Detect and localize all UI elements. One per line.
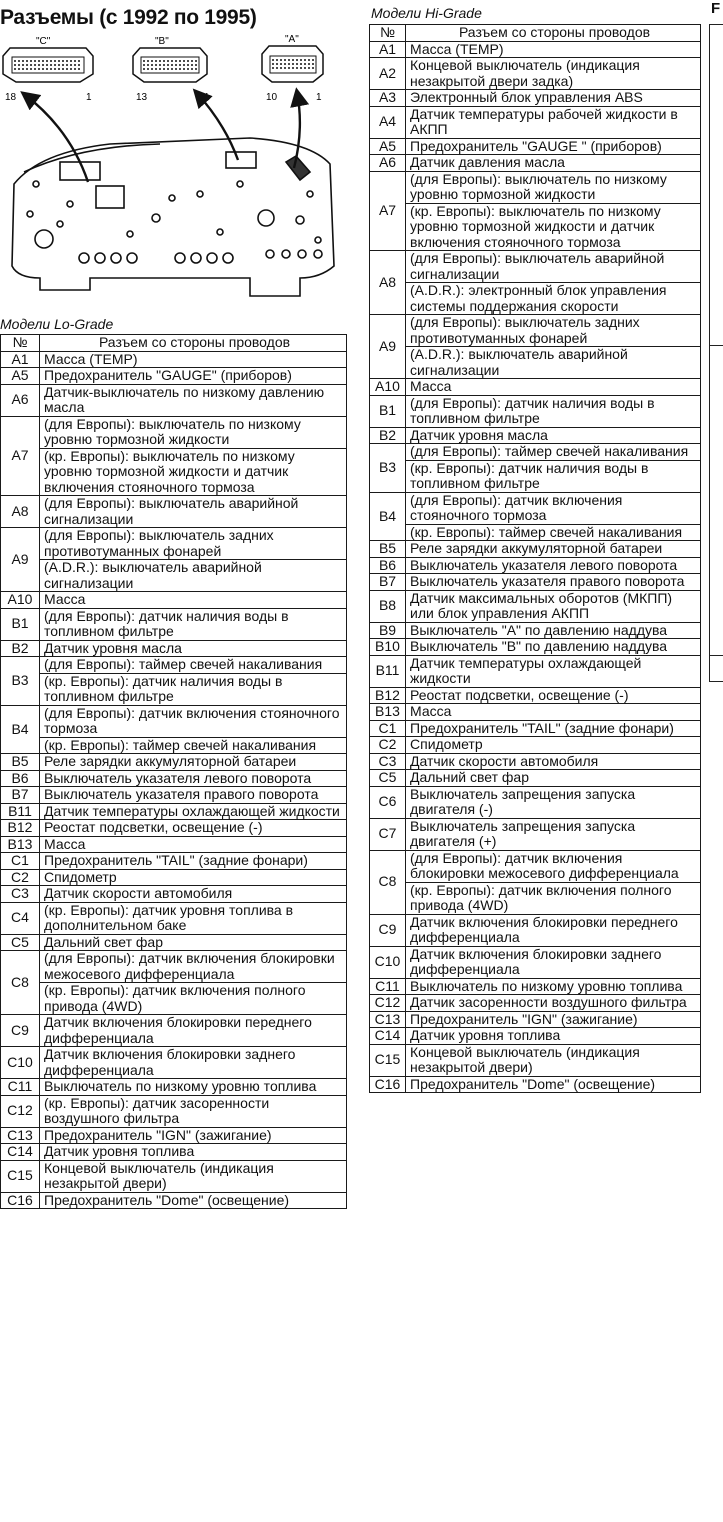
table-row	[370, 704, 701, 721]
pin-number: C9	[1, 1015, 40, 1047]
pin-description: Спидометр	[40, 869, 347, 886]
table-row	[370, 882, 701, 914]
cut-off-table-edge	[709, 24, 723, 682]
pin-number: C7	[370, 818, 406, 850]
table-row	[1, 770, 347, 787]
pin-description: Выключатель указателя левого поворота	[40, 770, 347, 787]
pin-description: (для Европы): датчик включения стояночного тормоза	[406, 492, 701, 524]
table-row	[1, 737, 347, 754]
pin-number: B12	[370, 687, 406, 704]
pin-description: Выключатель указателя правого поворота	[40, 787, 347, 804]
pin-description: Предохранитель "Dome" (освещение)	[406, 1076, 701, 1093]
pin-number: B13	[1, 836, 40, 853]
pin-number: A7	[370, 171, 406, 251]
table-row	[1, 1015, 347, 1047]
table-row	[370, 914, 701, 946]
pin-description: (кр. Европы): датчик наличия воды в топливном фильтре	[406, 460, 701, 492]
pin-description: Реостат подсветки, освещение (-)	[40, 820, 347, 837]
table-row	[1, 951, 347, 983]
pin-number: C13	[1, 1127, 40, 1144]
connector-a-pin-left: 10	[266, 92, 278, 103]
pin-number: A3	[370, 90, 406, 107]
table-row	[370, 492, 701, 524]
pin-description: Выключатель указателя правого поворота	[406, 574, 701, 591]
column-header-number: №	[1, 335, 40, 352]
pin-description: Датчик давления масла	[406, 155, 701, 172]
pin-number: C16	[370, 1076, 406, 1093]
pin-number: C2	[370, 737, 406, 754]
table-row	[1, 934, 347, 951]
pin-number: C1	[1, 853, 40, 870]
pin-description: (кр. Европы): датчик включения полного привода (4WD)	[406, 882, 701, 914]
table-row	[1, 1192, 347, 1209]
pin-description: Датчик включения блокировки заднего дифференциала	[40, 1047, 347, 1079]
pin-description: Датчик максимальных оборотов (МКПП) или блок управления АКПП	[406, 590, 701, 622]
pin-number: C9	[370, 914, 406, 946]
pin-number: C1	[370, 720, 406, 737]
pin-description: (для Европы): выключатель аварийной сигнализации	[406, 251, 701, 283]
pin-number: A1	[1, 351, 40, 368]
cluster-outline	[12, 138, 334, 296]
pin-description: Дальний свет фар	[406, 770, 701, 787]
pin-number: A5	[1, 368, 40, 385]
table-header-row	[370, 25, 701, 42]
pin-description: Датчик включения блокировки переднего дифференциала	[406, 914, 701, 946]
pin-number: C8	[370, 850, 406, 914]
table-row	[370, 283, 701, 315]
pin-description: (A.D.R.): выключатель аварийной сигнализации	[40, 560, 347, 592]
pin-number: C15	[1, 1160, 40, 1192]
pin-description: Датчик уровня масла	[406, 427, 701, 444]
pin-number: A9	[1, 528, 40, 592]
pin-description: Выключатель запрещения запуска двигателя (-)	[406, 786, 701, 818]
table-row	[1, 836, 347, 853]
lo-grade-label: Модели Lo-Grade	[0, 316, 114, 332]
pin-description: Концевой выключатель (индикация незакрытой двери задка)	[406, 58, 701, 90]
pin-number: A5	[370, 138, 406, 155]
table-row	[370, 155, 701, 172]
pin-number: A8	[370, 251, 406, 315]
pin-number: C13	[370, 1011, 406, 1028]
table-row	[370, 946, 701, 978]
pin-description: Выключатель запрещения запуска двигателя (+)	[406, 818, 701, 850]
table-row	[370, 786, 701, 818]
table-row	[370, 818, 701, 850]
pin-number: B5	[370, 541, 406, 558]
pin-number: B7	[1, 787, 40, 804]
pin-description: (A.D.R.): электронный блок управления системы поддержания скорости	[406, 283, 701, 315]
table-row	[370, 427, 701, 444]
pin-number: C11	[1, 1079, 40, 1096]
pin-description: Выключатель "A" по давлению наддува	[406, 622, 701, 639]
pin-description: Датчик включения блокировки заднего дифференциала	[406, 946, 701, 978]
pin-number: A7	[1, 416, 40, 496]
pin-description: Предохранитель "TAIL" (задние фонари)	[40, 853, 347, 870]
pin-number: B11	[1, 803, 40, 820]
pin-number: B10	[370, 639, 406, 656]
pin-number: C16	[1, 1192, 40, 1209]
connector-b-pin-left: 13	[136, 92, 148, 103]
table-row	[370, 524, 701, 541]
table-row	[370, 315, 701, 347]
table-row	[1, 1144, 347, 1161]
table-row	[1, 1127, 347, 1144]
pin-description: Выключатель "B" по давлению наддува	[406, 639, 701, 656]
table-row	[370, 444, 701, 461]
pin-number: B4	[370, 492, 406, 541]
pin-description: Датчик засоренности воздушного фильтра	[406, 995, 701, 1012]
pin-description: Выключатель указателя левого поворота	[406, 557, 701, 574]
pin-number: A4	[370, 106, 406, 138]
pin-number: B2	[370, 427, 406, 444]
table-row	[1, 657, 347, 674]
pin-description: (для Европы): таймер свечей накаливания	[40, 657, 347, 674]
table-row	[370, 687, 701, 704]
pin-description: (для Европы): выключатель задних противотуманных фонарей	[40, 528, 347, 560]
pin-description: Выключатель по низкому уровню топлива	[40, 1079, 347, 1096]
pin-number: C5	[1, 934, 40, 951]
pin-description: Реостат подсветки, освещение (-)	[406, 687, 701, 704]
pin-description: Масса	[406, 379, 701, 396]
hi-grade-label: Модели Hi-Grade	[371, 5, 482, 21]
pin-description: (кр. Европы): датчик засоренности воздушного фильтра	[40, 1095, 347, 1127]
pin-description: Предохранитель "Dome" (освещение)	[40, 1192, 347, 1209]
connector-arrows	[24, 92, 300, 182]
table-row	[370, 737, 701, 754]
table-row	[1, 384, 347, 416]
pin-description: Датчик уровня топлива	[406, 1028, 701, 1045]
table-row	[370, 203, 701, 251]
table-row	[370, 41, 701, 58]
pin-description: Масса	[406, 704, 701, 721]
pin-number: A10	[370, 379, 406, 396]
pin-description: Предохранитель "GAUGE " (приборов)	[406, 138, 701, 155]
table-row	[1, 853, 347, 870]
table-row	[1, 351, 347, 368]
pin-number: A10	[1, 592, 40, 609]
table-row	[1, 592, 347, 609]
pin-description: Предохранитель "IGN" (зажигание)	[40, 1127, 347, 1144]
table-row	[370, 753, 701, 770]
pin-number: B8	[370, 590, 406, 622]
lo-grade-table	[0, 334, 347, 1209]
table-row	[370, 574, 701, 591]
pin-description: (для Европы): таймер свечей накаливания	[406, 444, 701, 461]
pin-description: Масса	[40, 836, 347, 853]
pin-description: Предохранитель "TAIL" (задние фонари)	[406, 720, 701, 737]
pin-description: Датчик уровня топлива	[40, 1144, 347, 1161]
pin-number: B2	[1, 640, 40, 657]
pin-description: (кр. Европы): датчик наличия воды в топливном фильтре	[40, 673, 347, 705]
table-row	[370, 720, 701, 737]
pin-description: (кр. Европы): выключатель по низкому уровню тормозной жидкости и датчик включения стояночного тормоза	[40, 448, 347, 496]
connector-a-pin-right: 1	[316, 92, 322, 103]
table-row	[1, 368, 347, 385]
pin-number: B3	[1, 657, 40, 706]
pin-number: B6	[370, 557, 406, 574]
pin-description: (для Европы): выключатель по низкому уровню тормозной жидкости	[40, 416, 347, 448]
pin-description: Датчик скорости автомобиля	[40, 886, 347, 903]
connector-b-pin-right: 1	[204, 92, 210, 103]
cut-off-letter: F	[711, 0, 721, 17]
pin-number: C10	[370, 946, 406, 978]
pin-description: Электронный блок управления ABS	[406, 90, 701, 107]
table-row	[370, 379, 701, 396]
pin-description: Масса (TEMP)	[40, 351, 347, 368]
pin-number: C10	[1, 1047, 40, 1079]
pin-description: (кр. Европы): таймер свечей накаливания	[406, 524, 701, 541]
table-row	[370, 1028, 701, 1045]
table-row	[1, 886, 347, 903]
table-row	[1, 820, 347, 837]
table-row	[370, 639, 701, 656]
pin-description: Концевой выключатель (индикация незакрытой двери)	[406, 1044, 701, 1076]
pin-number: B5	[1, 754, 40, 771]
table-row	[1, 448, 347, 496]
pin-description: (для Европы): выключатель аварийной сигнализации	[40, 496, 347, 528]
pin-number: B12	[1, 820, 40, 837]
column-header-number: №	[370, 25, 406, 42]
pin-number: C4	[1, 902, 40, 934]
table-row	[370, 395, 701, 427]
pin-number: B9	[370, 622, 406, 639]
pin-description: (кр. Европы): датчик уровня топлива в дополнительном баке	[40, 902, 347, 934]
pin-number: B13	[370, 704, 406, 721]
table-row	[370, 541, 701, 558]
pin-description: Реле зарядки аккумуляторной батареи	[406, 541, 701, 558]
pin-number: C15	[370, 1044, 406, 1076]
table-row	[370, 90, 701, 107]
table-row	[1, 983, 347, 1015]
table-row	[1, 754, 347, 771]
table-row	[1, 1047, 347, 1079]
pin-description: Концевой выключатель (индикация незакрытой двери)	[40, 1160, 347, 1192]
pin-description: Дальний свет фар	[40, 934, 347, 951]
table-row	[370, 622, 701, 639]
pin-description: (кр. Европы): датчик включения полного привода (4WD)	[40, 983, 347, 1015]
table-row	[370, 770, 701, 787]
pin-description: (для Европы): датчик наличия воды в топливном фильтре	[406, 395, 701, 427]
table-row	[370, 557, 701, 574]
connector-c	[3, 36, 93, 103]
table-row	[370, 138, 701, 155]
connector-a	[262, 34, 323, 103]
table-row	[370, 1076, 701, 1093]
table-row	[1, 787, 347, 804]
table-row	[370, 460, 701, 492]
pin-description: (для Европы): датчик включения блокировки межосевого дифференциала	[40, 951, 347, 983]
pin-number: C3	[1, 886, 40, 903]
pin-number: C12	[370, 995, 406, 1012]
pin-description: Датчик-выключатель по низкому давлению масла	[40, 384, 347, 416]
table-row	[1, 902, 347, 934]
pin-number: C2	[1, 869, 40, 886]
pin-number: B1	[370, 395, 406, 427]
pin-description: (для Европы): датчик наличия воды в топливном фильтре	[40, 608, 347, 640]
column-header-description: Разъем со стороны проводов	[40, 335, 347, 352]
column-header-description: Разъем со стороны проводов	[406, 25, 701, 42]
table-row	[1, 416, 347, 448]
pin-description: Спидометр	[406, 737, 701, 754]
pin-number: B4	[1, 705, 40, 754]
table-row	[370, 655, 701, 687]
pin-number: A6	[1, 384, 40, 416]
pin-number: C12	[1, 1095, 40, 1127]
connector-c-label: "C"	[36, 36, 51, 47]
pin-number: A9	[370, 315, 406, 379]
connector-c-pin-left: 18	[5, 92, 17, 103]
table-row	[370, 850, 701, 882]
table-header-row	[1, 335, 347, 352]
pin-description: Датчик скорости автомобиля	[406, 753, 701, 770]
table-row	[1, 528, 347, 560]
table-row	[370, 1044, 701, 1076]
pin-description: Датчик включения блокировки переднего дифференциала	[40, 1015, 347, 1047]
table-row	[1, 560, 347, 592]
connector-a-label: "A"	[285, 34, 299, 45]
pin-number: C14	[1, 1144, 40, 1161]
pin-description: Датчик уровня масла	[40, 640, 347, 657]
table-row	[1, 1079, 347, 1096]
pin-description: (кр. Европы): таймер свечей накаливания	[40, 737, 347, 754]
pin-description: Выключатель по низкому уровню топлива	[406, 978, 701, 995]
hi-grade-table	[369, 24, 701, 1093]
pin-description: (A.D.R.): выключатель аварийной сигнализации	[406, 347, 701, 379]
pin-description: Масса	[40, 592, 347, 609]
pin-description: (для Европы): датчик включения блокировки межосевого дифференциала	[406, 850, 701, 882]
table-row	[1, 1095, 347, 1127]
pin-number: C8	[1, 951, 40, 1015]
pin-number: A1	[370, 41, 406, 58]
table-row	[370, 1011, 701, 1028]
instrument-cluster-diagram	[0, 34, 348, 306]
table-row	[1, 869, 347, 886]
pin-number: B11	[370, 655, 406, 687]
table-row	[370, 995, 701, 1012]
table-row	[370, 347, 701, 379]
pin-description: (для Европы): выключатель по низкому уровню тормозной жидкости	[406, 171, 701, 203]
table-row	[370, 171, 701, 203]
connector-c-pin-right: 1	[86, 92, 92, 103]
pin-number: B3	[370, 444, 406, 493]
table-row	[1, 705, 347, 737]
pin-description: Реле зарядки аккумуляторной батареи	[40, 754, 347, 771]
pin-number: C3	[370, 753, 406, 770]
pin-number: A8	[1, 496, 40, 528]
pin-description: Масса (TEMP)	[406, 41, 701, 58]
pin-number: C14	[370, 1028, 406, 1045]
pin-description: Предохранитель "IGN" (зажигание)	[406, 1011, 701, 1028]
table-row	[1, 496, 347, 528]
pin-description: Датчик температуры рабочей жидкости в АКПП	[406, 106, 701, 138]
table-row	[1, 608, 347, 640]
pin-description: (для Европы): выключатель задних противотуманных фонарей	[406, 315, 701, 347]
pin-description: Датчик температуры охлаждающей жидкости	[406, 655, 701, 687]
table-row	[370, 58, 701, 90]
pin-number: A6	[370, 155, 406, 172]
pin-description: (для Европы): датчик включения стояночного тормоза	[40, 705, 347, 737]
table-row	[1, 1160, 347, 1192]
table-row	[1, 640, 347, 657]
pin-number: B6	[1, 770, 40, 787]
page-title: Разъемы (с 1992 по 1995)	[0, 6, 257, 29]
pin-number: C5	[370, 770, 406, 787]
pin-description: Предохранитель "GAUGE" (приборов)	[40, 368, 347, 385]
pin-number: B1	[1, 608, 40, 640]
table-row	[1, 803, 347, 820]
pin-description: Датчик температуры охлаждающей жидкости	[40, 803, 347, 820]
table-row	[370, 106, 701, 138]
table-row	[370, 251, 701, 283]
table-row	[370, 590, 701, 622]
pin-number: C11	[370, 978, 406, 995]
pin-description: (кр. Европы): выключатель по низкому уровню тормозной жидкости и датчик включения стояночного тормоза	[406, 203, 701, 251]
connector-b-label: "B"	[155, 36, 169, 47]
table-row	[370, 978, 701, 995]
pin-number: C6	[370, 786, 406, 818]
table-row	[1, 673, 347, 705]
pin-number: A2	[370, 58, 406, 90]
pin-number: B7	[370, 574, 406, 591]
